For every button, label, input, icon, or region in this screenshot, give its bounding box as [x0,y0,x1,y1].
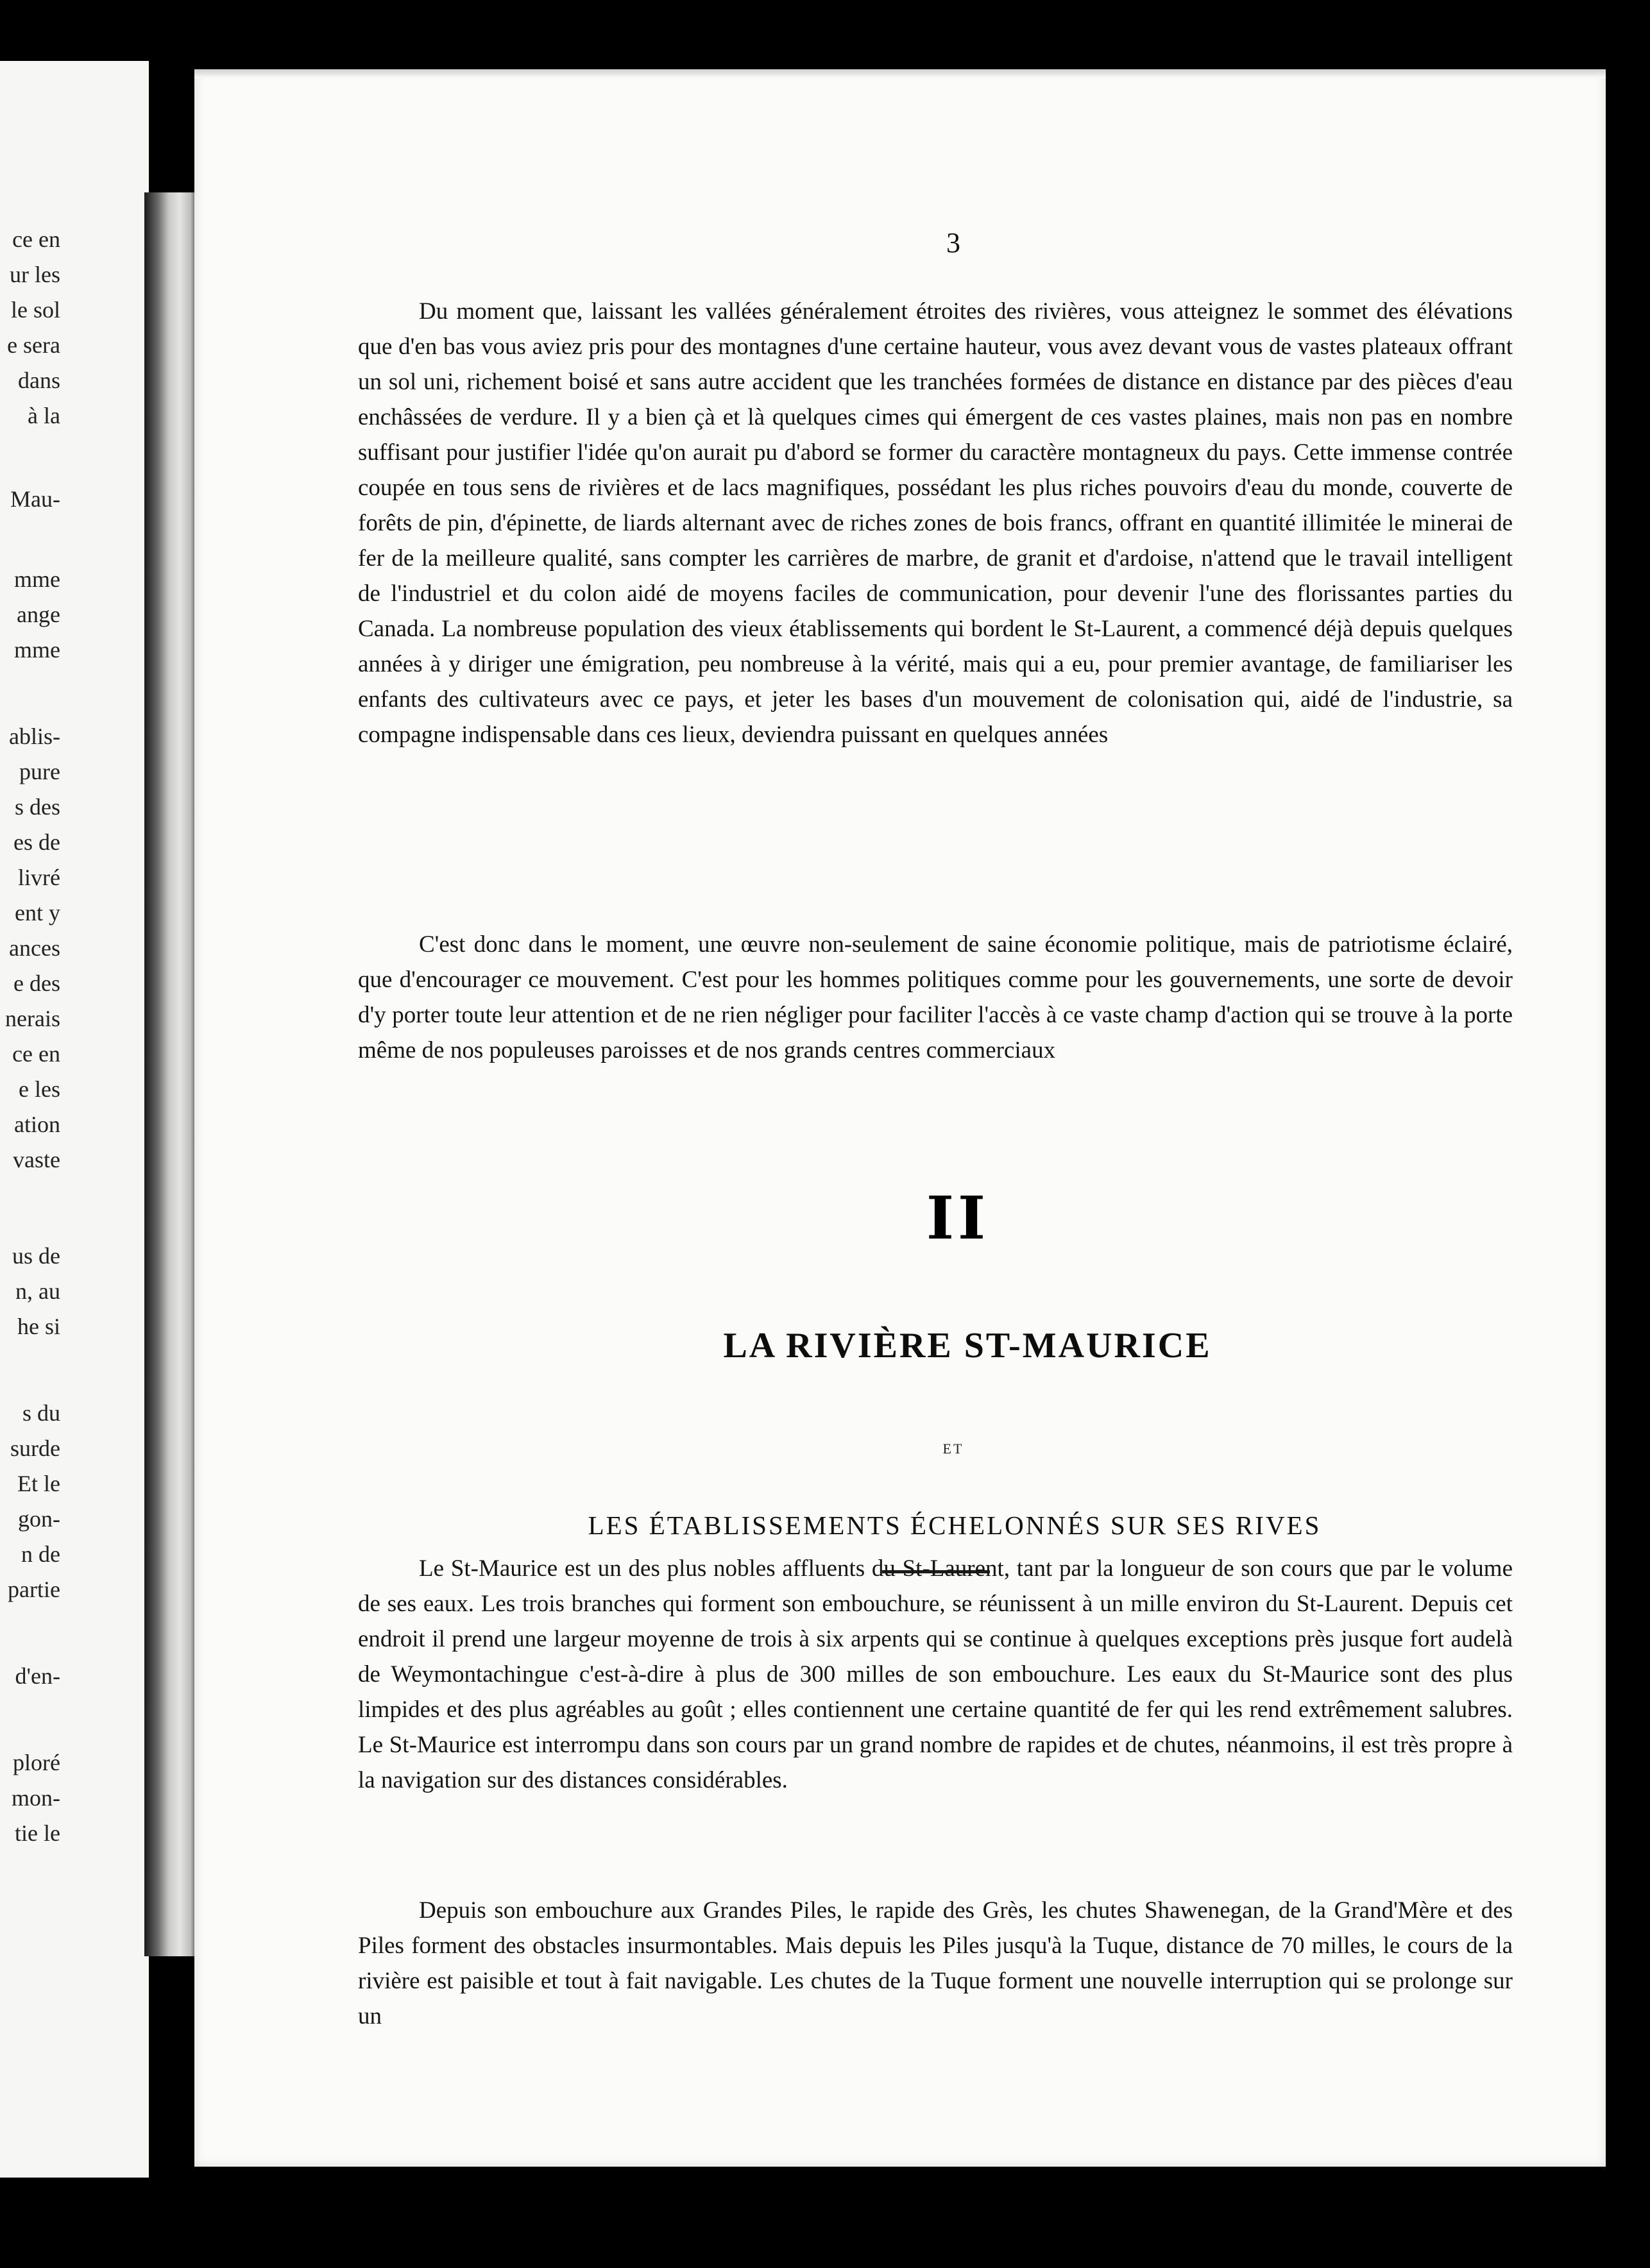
previous-page-text-fragment: ce en [12,226,60,252]
page-number: 3 [946,227,960,258]
previous-page-text-fragment: mon- [12,1785,60,1811]
previous-page-text-fragment: ur les [10,262,60,287]
previous-page-text-fragment: s des [15,794,60,820]
book-page [194,69,1606,2167]
previous-page-text-fragment: ances [9,935,60,961]
previous-page-text-fragment: n, au [15,1278,60,1304]
previous-page-text-fragment: us de [12,1243,60,1269]
previous-page-text-fragment: e des [13,970,60,996]
previous-page-text-fragment: e les [19,1076,60,1102]
previous-page-text-fragment: gon- [18,1506,60,1532]
page-top-edge [194,69,1606,78]
previous-page-text-fragment: surde [10,1435,60,1461]
previous-page-text-fragment: dans [18,368,60,393]
previous-page-text-fragment: Mau- [10,486,60,512]
previous-page-text-fragment: partie [8,1577,60,1602]
previous-page-text-fragment: ablis- [9,724,60,749]
previous-page-text-fragment: s du [22,1400,60,1426]
section-title: LA RIVIÈRE ST-MAURICE [723,1326,1212,1366]
previous-page-text-fragment: es de [13,829,60,855]
previous-page-text-fragment: mme [14,566,60,592]
previous-page-text-fragment: nerais [5,1006,60,1031]
previous-page-strip [0,61,149,2178]
previous-page-text-fragment: tie le [15,1820,60,1846]
previous-page-text-fragment: à la [28,403,60,428]
section-numeral: II [926,1183,990,1253]
paragraph: Le St-Maurice est un des plus nobles affluents du St-Laurent, tant par la longueur de son cours que par le volume de ses eaux. Les trois branches qui forment son embouchure, se réunissent à un mille environ du St-Laurent. Depuis cet endroit il prend une largeur moyenne de trois à six arpents qui se continue à quelques exceptions près jusque fort audelà de Weymontachingue c'est-à-dire à plus de 300 milles de son embouchure. Les eaux du St-Maurice sont des plus limpides et des plus agréables au goût ; elles contiennent une certaine quantité de fer qui les rend extrêmement salubres. Le St-Maurice est interrompu dans son cours par un grand nombre de rapides et de chutes, néanmoins, il est très propre à la navigation sur des distances considérables. [358,1555,1513,1793]
section-subtitle: LES ÉTABLISSEMENTS ÉCHELONNÉS SUR SES RIVES [588,1511,1322,1540]
previous-page-text-fragment: ent y [15,900,60,926]
section-conjunction: ET [942,1441,964,1457]
previous-page-text-fragment: ce en [12,1041,60,1067]
previous-page-text-fragment: ation [14,1112,60,1137]
previous-page-text-fragment: vaste [13,1147,60,1172]
paragraph: Du moment que, laissant les vallées généralement étroites des rivières, vous atteignez le sommet des élévations que d'en bas vous aviez pris pour des montagnes d'une certaine hauteur, vous avez devant vous de vastes plateaux offrant un sol uni, richement boisé et sans autre accident que les tranchées formées de distance en distance par des pièces d'eau enchâssées de verdure. Il y a bien çà et là quelques cimes qui émergent de ces vastes plaines, mais non pas en nombre suffisant pour justifier l'idée qu'on aurait pu d'abord se former du caractère montagneux du pays. Cette immense contrée coupée en tous sens de rivières et de lacs magnifiques, possédant les plus riches pouvoirs d'eau du monde, couverte de forêts de pin, d'épinette, de liards alternant avec de riches zones de bois francs, offrant en quantité illimitée le minerai de fer de la meilleure qualité, sans compter les carrières de marbre, de granit et d'ardoise, n'attend que le travail intelligent de l'industriel et du colon aidé de moyens faciles de communication, pour devenir l'une des florissantes parties du Canada. La nombreuse population des vieux établissements qui bordent le St-Laurent, a commencé déjà depuis quelques années à y diriger une émigration, peu nombreuse à la vérité, mais qui a eu, pour premier avantage, de familiariser les enfants des cultivateurs avec ce pays, et jeter les bases d'un mouvement de colonisation qui, aidé de l'industrie, sa compagne indispensable dans ces lieux, deviendra puissant en quelques années [358,298,1513,748]
previous-page-text-fragment: ploré [13,1750,60,1775]
previous-page-text-fragment: e sera [7,332,60,358]
book-binding [144,192,199,1956]
previous-page-text-fragment: le sol [11,297,60,323]
previous-page-text-fragment: mme [14,637,60,663]
previous-page-text-fragment: ange [17,602,60,627]
previous-page-text-fragment: livré [18,865,60,890]
paragraph: C'est donc dans le moment, une œuvre non-seulement de saine économie politique, mais de patriotisme éclairé, que d'encourager ce mouvement. C'est pour les hommes politiques comme pour les gouvernements, une sorte de devoir d'y porter toute leur attention et de ne rien négliger pour faciliter l'accès à ce vaste champ d'action qui se trouve à la porte même de nos populeuses paroisses et de nos grands centres commerciaux [358,931,1513,1063]
previous-page-text-fragment: he si [17,1314,60,1339]
previous-page-text-fragment: d'en- [15,1663,60,1689]
previous-page-text-fragment: n de [21,1541,60,1567]
previous-page-text-fragment: pure [19,759,60,784]
paragraph: Depuis son embouchure aux Grandes Piles, le rapide des Grès, les chutes Shawenegan, de la Grand'Mère et des Piles forment des obstacles insurmontables. Mais depuis les Piles jusqu'à la Tuque, distance de 70 milles, le cours de la rivière est paisible et tout à fait navigable. Les chutes de la Tuque forment une nouvelle interruption qui se prolonge sur un [358,1897,1513,2029]
previous-page-text-fragment: Et le [17,1471,60,1496]
